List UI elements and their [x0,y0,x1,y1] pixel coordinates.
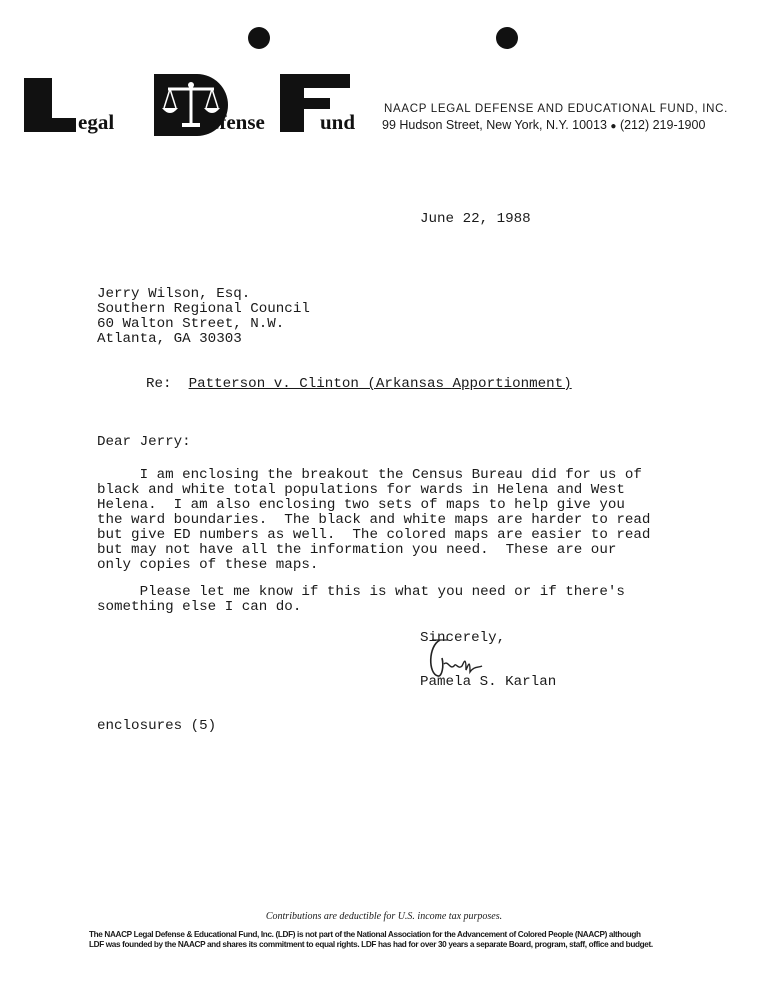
re-line [146,377,572,392]
signer-name: Pamela S. Karlan [420,674,557,690]
body-paragraph-1 [97,468,650,573]
recipient-line: 60 Walton Street, N.W. [97,316,285,332]
recipient-line: Jerry Wilson, Esq. [97,286,251,302]
body-line: black and white total populations for wards in Helena and West [97,482,625,498]
logo-word-efense: efense [210,110,265,134]
logo-letter-f-mid [280,98,330,109]
recipient-line: Atlanta, GA 30303 [97,331,242,347]
re-subject: Patterson v. Clinton (Arkansas Apportionment) [188,376,572,392]
org-address: 99 Hudson Street, New York, N.Y. 10013 [382,118,607,132]
closing: Sincerely, [420,630,506,646]
logo-word-egal: egal [78,110,115,134]
salutation: Dear Jerry: [97,434,191,450]
ldf-logo [20,72,365,138]
body-line: Helena. I am also enclosing two sets of maps to help give you [97,497,625,513]
body-line: something else I can do. [97,599,302,615]
org-name: NAACP LEGAL DEFENSE AND EDUCATIONAL FUND, INC. [384,103,729,115]
recipient-line: Southern Regional Council [97,301,310,317]
re-label: Re: [146,376,172,392]
body-line: but may not have all the information you need. These are our [97,542,617,558]
logo-letter-l-foot [24,118,76,132]
org-phone: (212) 219-1900 [619,118,706,132]
body-line: I am enclosing the breakout the Census Bureau did for us of [97,467,642,483]
punch-hole-left [248,27,270,49]
bullet-icon: ● [610,121,617,132]
punch-hole-right [496,27,518,49]
disclaimer-line: The NAACP Legal Defense & Educational Fund, Inc. (LDF) is not part of the National Association for the Advancement of Colored People (NAACP) although [89,930,641,939]
enclosures-note: enclosures (5) [97,718,217,734]
recipient-address [97,287,310,347]
body-line: only copies of these maps. [97,557,319,573]
body-line: but give ED numbers as well. The colored maps are easier to read [97,527,651,543]
body-paragraph-2 [97,585,625,615]
logo-word-und: und [320,110,356,134]
letter-date: June 22, 1988 [420,211,531,227]
body-line: Please let me know if this is what you need or if there's [97,584,625,600]
logo-letter-f-top [280,74,350,88]
body-line: the ward boundaries. The black and white maps are harder to read [97,512,651,528]
org-contact [382,118,705,132]
footer-disclaimer [89,930,653,950]
disclaimer-line: LDF was founded by the NAACP and shares its commitment to equal rights. LDF has had for over 30 years a separate Board, program, staff, office and budget. [89,940,653,949]
tax-note: Contributions are deductible for U.S. income tax purposes. [265,911,503,922]
